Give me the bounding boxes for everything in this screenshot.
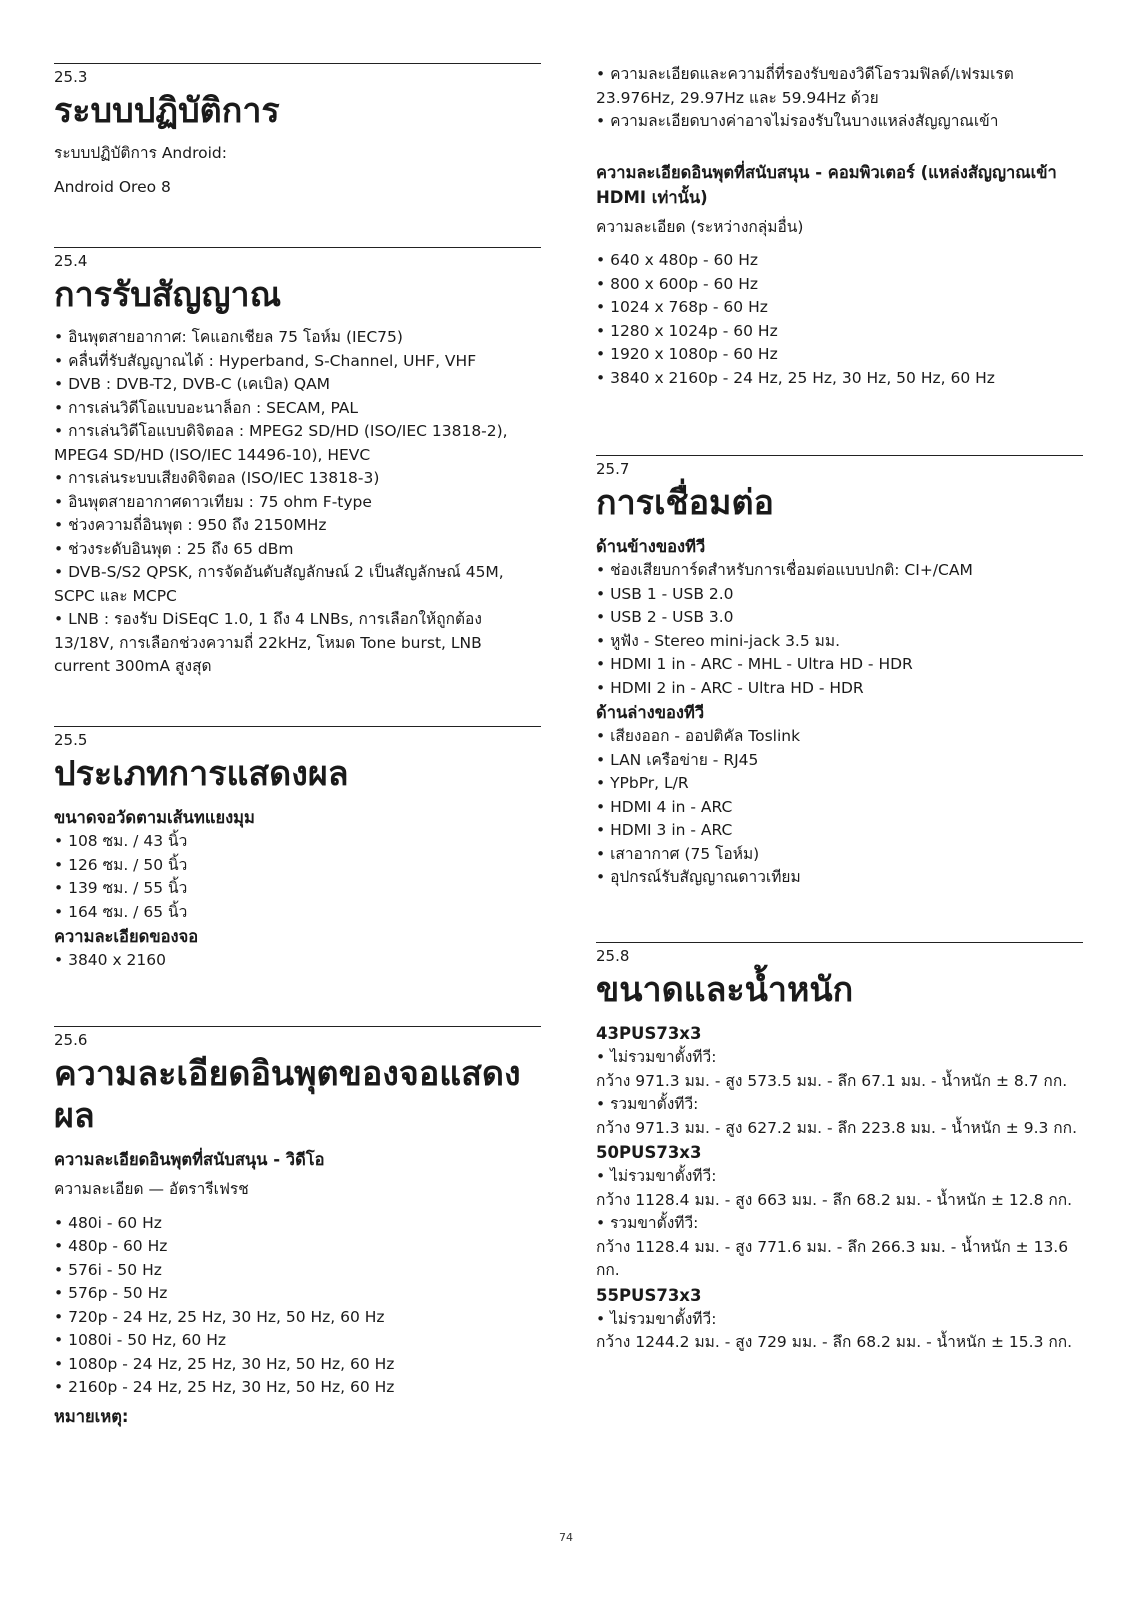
os-value: Android Oreo 8: [54, 177, 171, 196]
section-title: ระบบปฏิบัติการ: [54, 91, 280, 131]
stand-label: • รวมขาตั้งทีวี:: [596, 1093, 1083, 1117]
list-item: • อุปกรณ์รับสัญญาณดาวเทียม: [596, 866, 1083, 890]
list-item: • 576p - 50 Hz: [54, 1282, 541, 1306]
list-item: • DVB : DVB-T2, DVB-C (เคเบิล) QAM: [54, 373, 541, 397]
section-title: ประเภทการแสดงผล: [54, 754, 349, 794]
list-item: • 720p - 24 Hz, 25 Hz, 30 Hz, 50 Hz, 60 Hz: [54, 1306, 541, 1330]
list-item: • 1080p - 24 Hz, 25 Hz, 30 Hz, 50 Hz, 60 Hz: [54, 1353, 541, 1377]
resolution-heading: ความละเอียดของจอ: [54, 927, 199, 946]
dimensions-no-stand: กว้าง 971.3 มม. - สูง 573.5 มม. - ลึก 67.1 มม. - น้ำหนัก ± 8.7 กก.: [596, 1071, 1068, 1090]
list-item: • DVB-S/S2 QPSK, การจัดอันดับสัญลักษณ์ 2 เป็นสัญลักษณ์ 45M, SCPC และ MCPC: [54, 561, 541, 608]
list-item: • อินพุตสายอากาศดาวเทียม : 75 ohm F-type: [54, 491, 541, 515]
no-stand-label: • ไม่รวมขาตั้งทีวี:: [596, 1046, 1083, 1070]
list-item: • ความละเอียดและความถี่ที่รองรับของวิดีโอรวมฟิลด์/เฟรมเรต 23.976Hz, 29.97Hz และ 59.94Hz ด้วย: [596, 63, 1083, 110]
list-item: • 164 ซม. / 65 นิ้ว: [54, 901, 541, 925]
list-item: • 2160p - 24 Hz, 25 Hz, 30 Hz, 50 Hz, 60 Hz: [54, 1376, 541, 1400]
pc-heading: ความละเอียดอินพุตที่สนับสนุน - คอมพิวเตอร์ (แหล่งสัญญาณเข้า HDMI เท่านั้น): [596, 162, 1057, 207]
section-divider: [54, 63, 541, 64]
section-number: 25.5: [54, 731, 88, 749]
section-number: 25.7: [596, 460, 630, 478]
list-item: • ช่วงระดับอินพุต : 25 ถึง 65 dBm: [54, 538, 541, 562]
section-number: 25.6: [54, 1031, 88, 1049]
note-list: [596, 63, 1083, 134]
list-item: • ช่องเสียบการ์ดสำหรับการเชื่อมต่อแบบปกติ: CI+/CAM: [596, 559, 1083, 583]
list-item: • 480p - 60 Hz: [54, 1235, 541, 1259]
list-item: • HDMI 3 in - ARC: [596, 819, 1083, 843]
list-item: • HDMI 1 in - ARC - MHL - Ultra HD - HDR: [596, 653, 1083, 677]
list-item: • USB 1 - USB 2.0: [596, 583, 1083, 607]
model-block: [596, 1021, 1083, 1140]
model-name: 50PUS73x3: [596, 1143, 702, 1162]
list-item: • 640 x 480p - 60 Hz: [596, 249, 1083, 273]
list-item: • 1080i - 50 Hz, 60 Hz: [54, 1329, 541, 1353]
dimensions-with-stand: กว้าง 1128.4 มม. - สูง 771.6 มม. - ลึก 266.3 มม. - น้ำหนัก ± 13.6 กก.: [596, 1237, 1069, 1279]
side-connections-list: [596, 559, 1083, 700]
section-number: 25.8: [596, 947, 630, 965]
resolution-list: [54, 949, 541, 973]
list-item: • 1920 x 1080p - 60 Hz: [596, 343, 1083, 367]
model-name: 55PUS73x3: [596, 1285, 702, 1305]
list-item: • 1024 x 768p - 60 Hz: [596, 296, 1083, 320]
model-name: 43PUS73x3: [596, 1024, 702, 1043]
list-item: • LAN เครือข่าย - RJ45: [596, 749, 1083, 773]
list-item: • 126 ซม. / 50 นิ้ว: [54, 854, 541, 878]
section-title: ขนาดและน้ำหนัก: [596, 970, 854, 1010]
bottom-connections-list: [596, 725, 1083, 890]
pc-caption: ความละเอียด (ระหว่างกลุ่มอื่น): [596, 217, 804, 236]
list-item: • 139 ซม. / 55 นิ้ว: [54, 877, 541, 901]
section-25-7: [596, 455, 1083, 890]
list-item: • YPbPr, L/R: [596, 772, 1083, 796]
dimensions-with-stand: กว้าง 971.3 มม. - สูง 627.2 มม. - ลึก 223.8 มม. - น้ำหนัก ± 9.3 กก.: [596, 1118, 1077, 1137]
note-heading: หมายเหตุ:: [54, 1406, 129, 1426]
list-item: • 480i - 60 Hz: [54, 1212, 541, 1236]
page-number: 74: [559, 1531, 573, 1544]
list-item: • คลื่นที่รับสัญญาณได้ : Hyperband, S-Channel, UHF, VHF: [54, 350, 541, 374]
list-item: • อินพุตสายอากาศ: โคแอกเชียล 75 โอห์ม (IEC75): [54, 326, 541, 350]
list-item: • 576i - 50 Hz: [54, 1259, 541, 1283]
section-divider: [54, 247, 541, 248]
section-divider: [54, 1026, 541, 1027]
list-item: • 108 ซม. / 43 นิ้ว: [54, 830, 541, 854]
section-divider: [54, 726, 541, 727]
video-heading: ความละเอียดอินพุตที่สนับสนุน - วิดีโอ: [54, 1150, 325, 1169]
list-item: • เสาอากาศ (75 โอห์ม): [596, 843, 1083, 867]
section-divider: [596, 455, 1083, 456]
stand-label: • รวมขาตั้งทีวี:: [596, 1212, 1083, 1236]
reception-list: [54, 326, 541, 679]
dimensions-no-stand: กว้าง 1244.2 มม. - สูง 729 มม. - ลึก 68.2 มม. - น้ำหนัก ± 15.3 กก.: [596, 1333, 1073, 1351]
list-item: • 1280 x 1024p - 60 Hz: [596, 320, 1083, 344]
bottom-heading: ด้านล่างของทีวี: [596, 703, 705, 722]
section-25-5: [54, 726, 541, 973]
no-stand-label: • ไม่รวมขาตั้งทีวี:: [596, 1165, 1083, 1189]
section-25-3: [54, 63, 541, 199]
list-item: • USB 2 - USB 3.0: [596, 606, 1083, 630]
list-item: • ช่วงความถี่อินพุต : 950 ถึง 2150MHz: [54, 514, 541, 538]
section-25-6-continued: [596, 63, 1083, 390]
list-item: • LNB : รองรับ DiSEqC 1.0, 1 ถึง 4 LNBs, การเลือกให้ถูกต้อง 13/18V, การเลือกช่วงความถี่ 22kHz, โหมด Tone burst, LNB current 300mA สูงสุด: [54, 608, 541, 679]
list-item: • การเล่นวิดีโอแบบดิจิตอล : MPEG2 SD/HD (ISO/IEC 13818-2), MPEG4 SD/HD (ISO/IEC 14496-10), HEVC: [54, 420, 541, 467]
os-label: ระบบปฏิบัติการ Android:: [54, 144, 227, 162]
diagonal-list: [54, 830, 541, 924]
list-item: • 3840 x 2160p - 24 Hz, 25 Hz, 30 Hz, 50 Hz, 60 Hz: [596, 367, 1083, 391]
video-resolution-list: [54, 1212, 541, 1400]
list-item: • ความละเอียดบางค่าอาจไม่รองรับในบางแหล่งสัญญาณเข้า: [596, 110, 1083, 134]
section-divider: [596, 942, 1083, 943]
dimensions-no-stand: กว้าง 1128.4 มม. - สูง 663 มม. - ลึก 68.2 มม. - น้ำหนัก ± 12.8 กก.: [596, 1190, 1073, 1209]
list-item: • HDMI 2 in - ARC - Ultra HD - HDR: [596, 677, 1083, 701]
list-item: • เสียงออก - ออปติคัล Toslink: [596, 725, 1083, 749]
diagonal-heading: ขนาดจอวัดตามเส้นทแยงมุม: [54, 808, 255, 827]
section-25-8: [596, 942, 1083, 1355]
side-heading: ด้านข้างของทีวี: [596, 537, 706, 556]
list-item: • HDMI 4 in - ARC: [596, 796, 1083, 820]
no-stand-label: • ไม่รวมขาตั้งทีวี:: [596, 1308, 1083, 1332]
pc-resolution-list: [596, 249, 1083, 390]
list-item: • 800 x 600p - 60 Hz: [596, 273, 1083, 297]
list-item: • 3840 x 2160: [54, 949, 541, 973]
video-caption: ความละเอียด — อัตรารีเฟรช: [54, 1180, 249, 1198]
list-item: • หูฟัง - Stereo mini-jack 3.5 มม.: [596, 630, 1083, 654]
section-number: 25.3: [54, 68, 88, 86]
list-item: • การเล่นวิดีโอแบบอะนาล็อก : SECAM, PAL: [54, 397, 541, 421]
section-title: การรับสัญญาณ: [54, 275, 282, 315]
model-block: [596, 1283, 1083, 1355]
section-number: 25.4: [54, 252, 88, 270]
model-block: [596, 1140, 1083, 1283]
section-title: ความละเอียดอินพุตของจอแสดงผล: [54, 1054, 521, 1136]
section-title: การเชื่อมต่อ: [596, 483, 774, 523]
list-item: • การเล่นระบบเสียงดิจิตอล (ISO/IEC 13818-3): [54, 467, 541, 491]
section-25-6: [54, 1026, 541, 1429]
section-25-4: [54, 247, 541, 679]
